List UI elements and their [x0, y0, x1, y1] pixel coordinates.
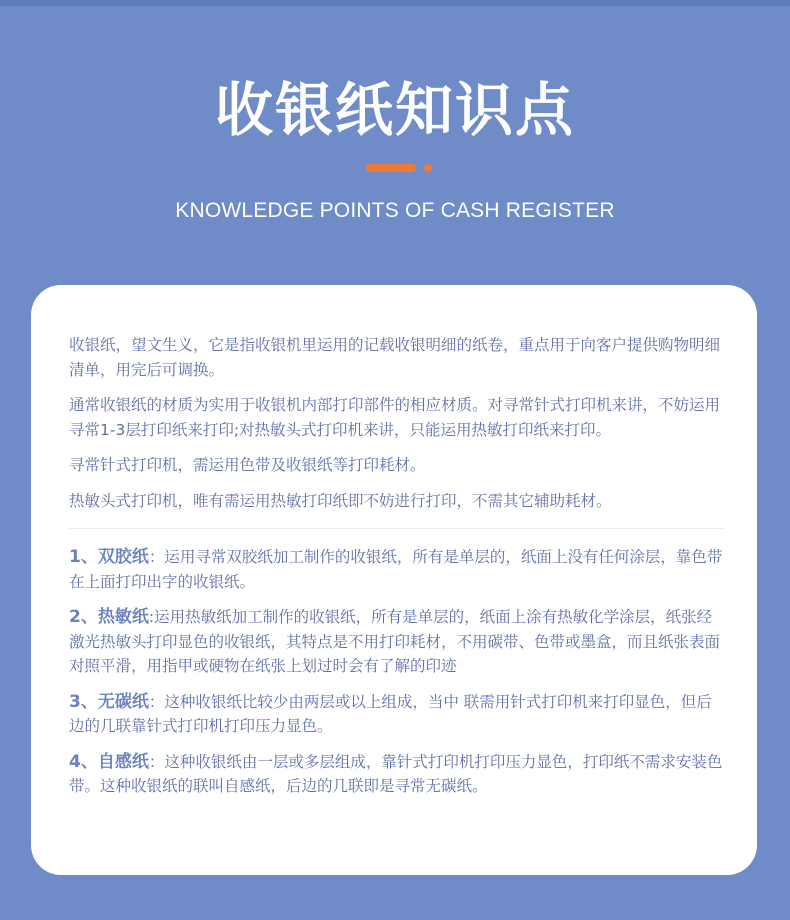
type-item-1-text: ：运用寻常双胶纸加工制作的收银纸，所有是单层的，纸面上没有任何涂层，靠色带在上面打印出字的收银纸。 [69, 548, 723, 591]
type-item-2-text: :运用热敏纸加工制作的收银纸，所有是单层的，纸面上涂有热敏化学涂层，纸张经激光热敏头打印显色的收银纸，其特点是不用打印耗材，不用碳带、色带或墨盒，而且纸张表面对照平滑，用指甲或硬物在纸张上划过时会有了解的印迹 [69, 608, 721, 675]
intro-paragraph-3: 寻常针式打印机，需运用色带及收银纸等打印耗材。 [69, 456, 426, 474]
type-item-2-heading: 2、热敏纸 [69, 607, 149, 627]
intro-paragraph-4: 热敏头式打印机，唯有需运用热敏打印纸即不妨进行打印，不需其它辅助耗材。 [69, 491, 612, 510]
type-item-2 [69, 605, 724, 679]
type-item-4-text: ：这种收银纸由一层或多层组成，靠针式打印机打印压力显色，打印纸不需求安装色带。这种收银纸的联叫自感纸，后边的几联即是寻常无碳纸。 [69, 752, 723, 795]
section-divider [69, 528, 724, 529]
type-item-1 [69, 545, 724, 594]
type-item-4 [69, 750, 724, 799]
page-title: 收银纸知识点 [214, 76, 575, 144]
content-card [31, 285, 757, 875]
type-item-3 [69, 690, 724, 739]
type-item-3-text: ：这种收银纸比较少由两层或以上组成，当中 联需用针式打印机来打印显色，但后边的几联靠针式打印机打印压力显色。 [69, 692, 712, 735]
intro-paragraph-2: 通常收银纸的材质为实用于收银机内部打印部件的相应材质。对寻常针式打印机来讲，不妨运用寻常1-3层打印纸来打印;对热敏头式打印机来讲，只能运用热敏打印纸来打印。 [69, 396, 721, 439]
content-body [69, 333, 724, 810]
page-subtitle: KNOWLEDGE POINTS OF CASH REGISTER [175, 199, 615, 222]
type-item-4-heading: 4、自感纸 [69, 751, 149, 772]
type-item-3-heading: 3、无碳纸 [69, 691, 149, 712]
intro-paragraph-1: 收银纸，望文生义，它是指收银机里运用的记载收银明细的纸卷，重点用于向客户提供购物明细清单，用完后可调换。 [69, 336, 721, 379]
top-band [0, 0, 790, 6]
type-item-1-heading: 1、双胶纸 [69, 547, 149, 567]
title-accent-bar [366, 164, 416, 172]
title-accent-dot [424, 164, 432, 172]
